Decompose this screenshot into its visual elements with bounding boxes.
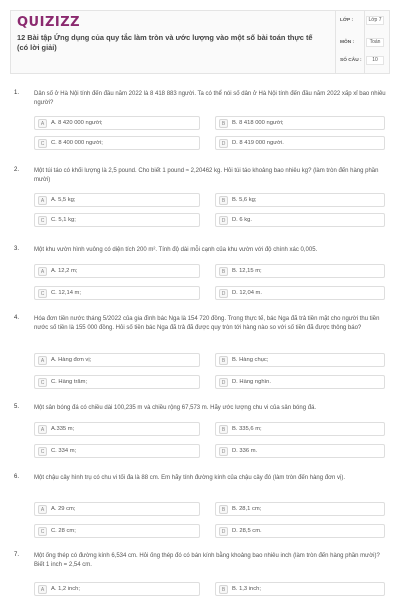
question-text: Một chậu cây hình trụ có chu vi tối đa là 88 cm. Em hãy tính đường kính của chậu cây đó (làm tròn đến hàng đơn vị). — [34, 475, 346, 481]
option-d[interactable] — [215, 136, 385, 150]
option-a[interactable] — [34, 193, 200, 207]
option-letter: D — [219, 139, 228, 148]
option-letter: A — [38, 585, 47, 594]
question-number: 6. — [14, 474, 20, 480]
option-b[interactable] — [215, 193, 385, 207]
meta-panel — [335, 11, 389, 73]
quizizz-logo[interactable]: QUIZIZZ — [17, 15, 81, 30]
option-letter: C — [38, 447, 47, 456]
option-letter: D — [219, 527, 228, 536]
option-text: C. 28 cm; — [51, 528, 76, 534]
option-text: A. Hàng đơn vị; — [51, 357, 92, 363]
option-b[interactable] — [215, 582, 385, 596]
option-c[interactable] — [34, 444, 200, 458]
question-number: 2. — [14, 167, 20, 173]
option-text: A. 1,2 inch; — [51, 586, 81, 592]
question-number: 3. — [14, 246, 20, 252]
option-letter: C — [38, 289, 47, 298]
question-number: 5. — [14, 404, 20, 410]
option-text: C. Hàng trăm; — [51, 379, 88, 385]
option-text: B. Hàng chục; — [232, 357, 269, 363]
option-text: B. 12,15 m; — [232, 268, 262, 274]
question-number: 4. — [14, 315, 20, 321]
option-a[interactable] — [34, 582, 200, 596]
option-d[interactable] — [215, 524, 385, 538]
option-letter: B — [219, 356, 228, 365]
option-letter: D — [219, 378, 228, 387]
option-letter: B — [219, 585, 228, 594]
option-a[interactable] — [34, 264, 200, 278]
option-c[interactable] — [34, 213, 200, 227]
option-a[interactable] — [34, 116, 200, 130]
option-text: B. 28,1 cm; — [232, 506, 262, 512]
option-letter: A — [38, 425, 47, 434]
question-text: Một khu vườn hình vuông có diện tích 200 m². Tính độ dài mỗi cạnh của khu vườn với độ chính xác 0,005. — [34, 247, 318, 253]
option-text: A.335 m; — [51, 426, 75, 432]
option-letter: A — [38, 267, 47, 276]
meta-divider — [364, 11, 365, 73]
option-letter: B — [219, 505, 228, 514]
option-text: A. 29 cm; — [51, 506, 76, 512]
option-text: D. 28,5 cm. — [232, 528, 262, 534]
meta-subject-value: Toán — [366, 38, 384, 47]
option-text: A. 5,5 kg; — [51, 197, 76, 203]
option-a[interactable] — [34, 502, 200, 516]
question-text: Dân số ở Hà Nội tính đến đầu năm 2022 là 8 418 883 người. Ta có thể nói số dân ở Hà Nội tính đến đầu năm 2022 xấp xỉ bao nhiêu người? — [34, 91, 386, 106]
option-letter: C — [38, 527, 47, 536]
option-letter: A — [38, 356, 47, 365]
option-b[interactable] — [215, 422, 385, 436]
option-text: C. 8 400 000 người; — [51, 140, 103, 146]
option-letter: B — [219, 425, 228, 434]
option-d[interactable] — [215, 444, 385, 458]
option-letter: C — [38, 139, 47, 148]
option-letter: A — [38, 119, 47, 128]
option-text: D. 336 m. — [232, 448, 258, 454]
meta-grade-value: Lớp 7 — [366, 16, 384, 25]
option-b[interactable] — [215, 353, 385, 367]
question-number: 7. — [14, 552, 20, 558]
option-letter: A — [38, 196, 47, 205]
meta-count-label: SỐ CÂU : — [340, 58, 362, 63]
question-text: Một ống thép có đường kính 6,534 cm. Hỏi ống thép đó có bán kính bằng khoảng bao nhiêu inch (làm tròn đến hàng phần mười)? Biết 1 inch = 2,54 cm. — [34, 553, 380, 568]
option-d[interactable] — [215, 286, 385, 300]
option-letter: C — [38, 216, 47, 225]
option-letter: B — [219, 196, 228, 205]
option-text: D. 12,04 m. — [232, 290, 262, 296]
option-text: C. 334 m; — [51, 448, 77, 454]
worksheet-title: 12 Bài tập Ứng dụng của quy tắc làm tròn và ước lượng vào một số bài toán thực tế (có lời giải) — [17, 33, 313, 52]
option-text: D. 8 419 000 người. — [232, 140, 284, 146]
option-c[interactable] — [34, 375, 200, 389]
question-text: Một túi táo có khối lượng là 2,5 pound. Cho biết 1 pound ≈ 2,20462 kg. Hỏi túi táo khoảng bao nhiêu kg? (làm tròn đến hàng phần mười) — [34, 168, 379, 183]
option-text: C. 12,14 m; — [51, 290, 81, 296]
option-letter: C — [38, 378, 47, 387]
option-b[interactable] — [215, 264, 385, 278]
meta-subject-label: MÔN : — [340, 40, 355, 45]
option-c[interactable] — [34, 286, 200, 300]
option-a[interactable] — [34, 422, 200, 436]
option-d[interactable] — [215, 375, 385, 389]
worksheet-header — [10, 10, 390, 74]
option-text: C. 5,1 kg; — [51, 217, 76, 223]
option-text: A. 12,2 m; — [51, 268, 78, 274]
meta-count-value: 10 — [366, 56, 384, 65]
option-b[interactable] — [215, 502, 385, 516]
option-text: D. 6 kg. — [232, 217, 252, 223]
option-letter: B — [219, 119, 228, 128]
option-a[interactable] — [34, 353, 200, 367]
question-number: 1. — [14, 90, 20, 96]
option-letter: B — [219, 267, 228, 276]
option-letter: D — [219, 289, 228, 298]
question-text: Hóa đơn tiền nước tháng 5/2022 của gia đình bác Nga là 154 720 đồng. Trong thực tế, bác Nga đã trả tiền mặt cho người thu tiền nước số tiền là 155 000 đồng. Hỏi số tiền bác Nga đã trả đã được quy tròn tới hàng nào so với số tiền đã được thông báo? — [34, 316, 380, 331]
meta-grade-label: LỚP : — [340, 18, 354, 23]
option-b[interactable] — [215, 116, 385, 130]
option-text: B. 5,6 kg; — [232, 197, 257, 203]
option-letter: D — [219, 447, 228, 456]
option-text: B. 8 418 000 người; — [232, 120, 284, 126]
option-d[interactable] — [215, 213, 385, 227]
option-c[interactable] — [34, 524, 200, 538]
option-letter: A — [38, 505, 47, 514]
option-text: D. Hàng nghìn. — [232, 379, 271, 385]
question-text: Một sân bóng đá có chiều dài 100,235 m và chiều rộng 67,573 m. Hãy ước lượng chu vi của sân bóng đá. — [34, 405, 317, 411]
option-letter: D — [219, 216, 228, 225]
option-c[interactable] — [34, 136, 200, 150]
option-text: A. 8 420 000 người; — [51, 120, 103, 126]
option-text: B. 1,3 inch; — [232, 586, 262, 592]
option-text: B. 335,6 m; — [232, 426, 262, 432]
